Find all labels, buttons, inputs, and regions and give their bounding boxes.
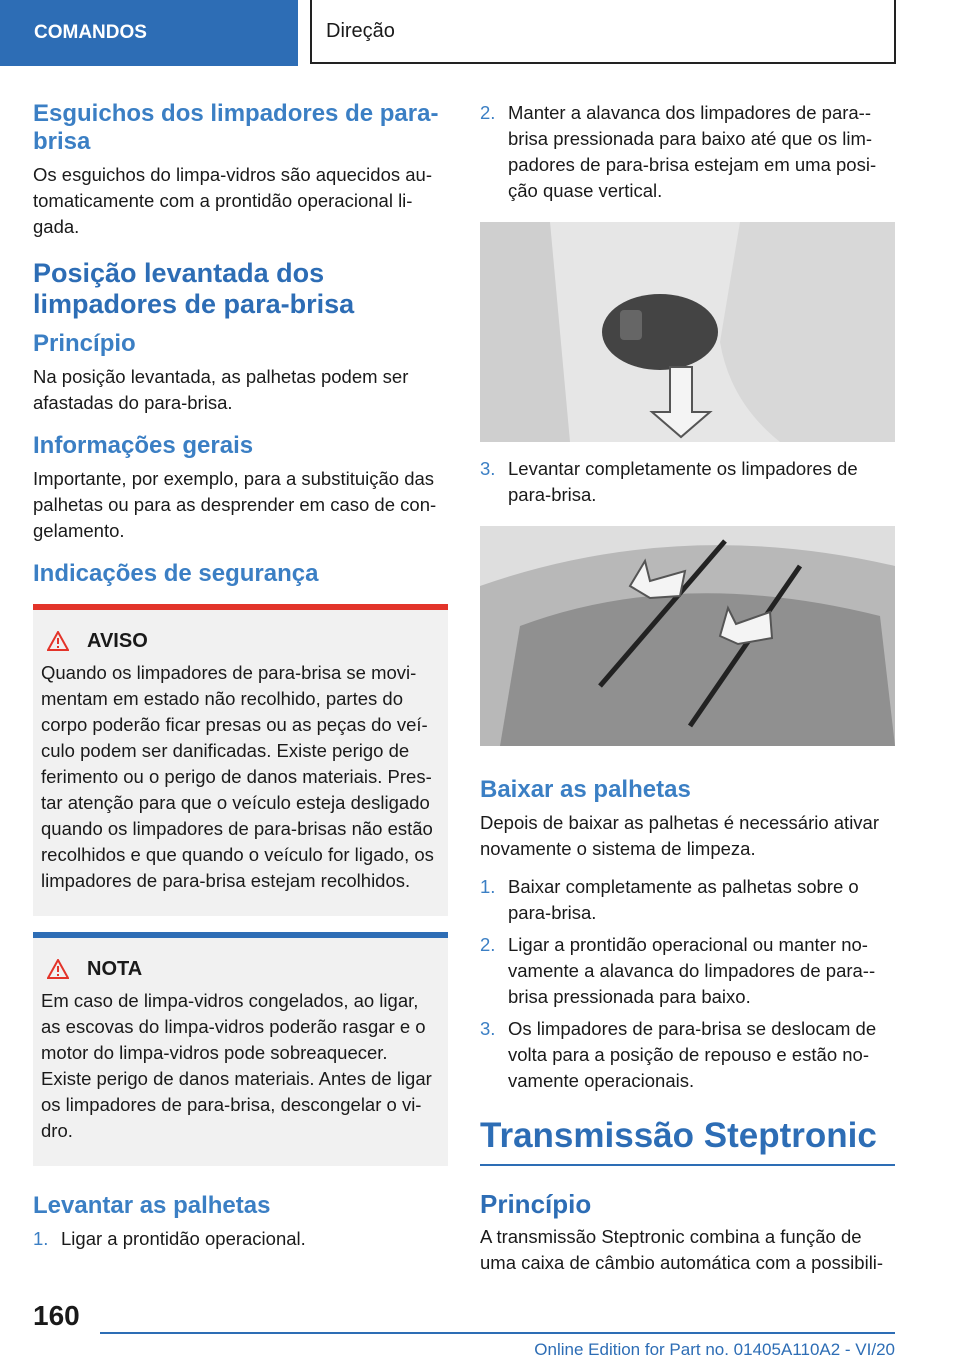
heading-principio: Princípio bbox=[33, 330, 136, 357]
text-esguichos: Os esguichos do limpa-vidros são aquecidos au-tomaticamente com a prontidão operacional li-gada. bbox=[33, 164, 432, 237]
note-title bbox=[47, 956, 440, 982]
warning-box bbox=[33, 604, 448, 916]
edition-footer bbox=[100, 1332, 895, 1360]
heading-baixar: Baixar as palhetas bbox=[480, 776, 691, 803]
heading-esguichos: Esguichos dos limpadores de para-brisa bbox=[33, 100, 439, 155]
right-column bbox=[480, 100, 895, 1276]
section-label: COMANDOS bbox=[34, 22, 147, 43]
text-steptronic: A transmissão Steptronic combina a função de uma caixa de câmbio automática com a possibili- bbox=[480, 1226, 884, 1273]
heading-posicao: Posição levantada dos limpadores de para-brisa bbox=[33, 258, 355, 319]
wipers-drawing bbox=[480, 526, 895, 746]
chapter-label: Direção bbox=[326, 19, 395, 42]
heading-steptronic: Transmissão Steptronic bbox=[480, 1116, 895, 1166]
warning-text: Quando os limpadores de para-brisa se movi-mentam em estado não recolhido, partes do corpo poderão ficar presas ou as peças do veí-culo podem ser danificadas. Existe perigo de ferimento ou o perigo de danos materiais. Pres-tar atenção para que o veículo esteja desligado quando os limpadores de para-brisas não estão recolhidos e que quando o veículo for ligado, os limpadores de para-brisa estejam recolhidos. bbox=[41, 662, 434, 891]
warning-triangle-icon bbox=[47, 631, 69, 651]
note-text: Em caso de limpa-vidros congelados, ao ligar, as escovas do limpa-vidros poderão rasgar e o motor do limpa-vidros pode sobreaquecer. Existe perigo de danos materiais. Antes de ligar os limpadores de para-brisa, descongelar o vi-dro. bbox=[41, 990, 432, 1141]
text-principio: Na posição levantada, as palhetas podem ser afastadas do para-brisa. bbox=[33, 366, 409, 413]
heading-principio-2: Princípio bbox=[480, 1189, 592, 1219]
lever-illustration bbox=[480, 222, 895, 442]
note-box bbox=[33, 932, 448, 1166]
heading-seguranca: Indicações de segurança bbox=[33, 560, 319, 587]
list-item: 2. Manter a alavanca dos limpadores de para--brisa pressionada para baixo até que os lim-padores de para-brisa estejam em uma posi-ção quase vertical. bbox=[480, 102, 877, 201]
list-item: 3. Os limpadores de para-brisa se deslocam de volta para a posição de repouso e estão no-vamente operacionais. bbox=[480, 1018, 877, 1091]
warning-label: AVISO bbox=[87, 630, 148, 652]
text-baixar: Depois de baixar as palhetas é necessário ativar novamente o sistema de limpeza. bbox=[480, 812, 880, 859]
heading-levantar: Levantar as palhetas bbox=[33, 1192, 271, 1219]
wipers-illustration bbox=[480, 526, 895, 746]
list-item: 1. Ligar a prontidão operacional. bbox=[33, 1228, 306, 1249]
note-label: NOTA bbox=[87, 958, 143, 980]
warning-triangle-icon bbox=[47, 959, 69, 979]
heading-info: Informações gerais bbox=[33, 432, 254, 459]
left-column bbox=[33, 100, 448, 1252]
list-item: 1. Baixar completamente as palhetas sobre o para-brisa. bbox=[480, 876, 859, 923]
text-info: Importante, por exemplo, para a substituição das palhetas ou para as desprender em caso de con-gelamento. bbox=[33, 468, 437, 541]
list-item: 3. Levantar completamente os limpadores de para-brisa. bbox=[480, 458, 858, 505]
section-tab bbox=[0, 0, 298, 66]
page-number: 160 bbox=[33, 1300, 80, 1331]
edition-text: Online Edition for Part no. 01405A110A2 - VI/20 bbox=[534, 1340, 895, 1359]
list-item: 2. Ligar a prontidão operacional ou manter no-vamente a alavanca do limpadores de para--brisa pressionada para baixo. bbox=[480, 934, 876, 1007]
warning-title bbox=[47, 628, 440, 654]
chapter-tab bbox=[310, 0, 896, 64]
lever-drawing bbox=[480, 222, 895, 442]
